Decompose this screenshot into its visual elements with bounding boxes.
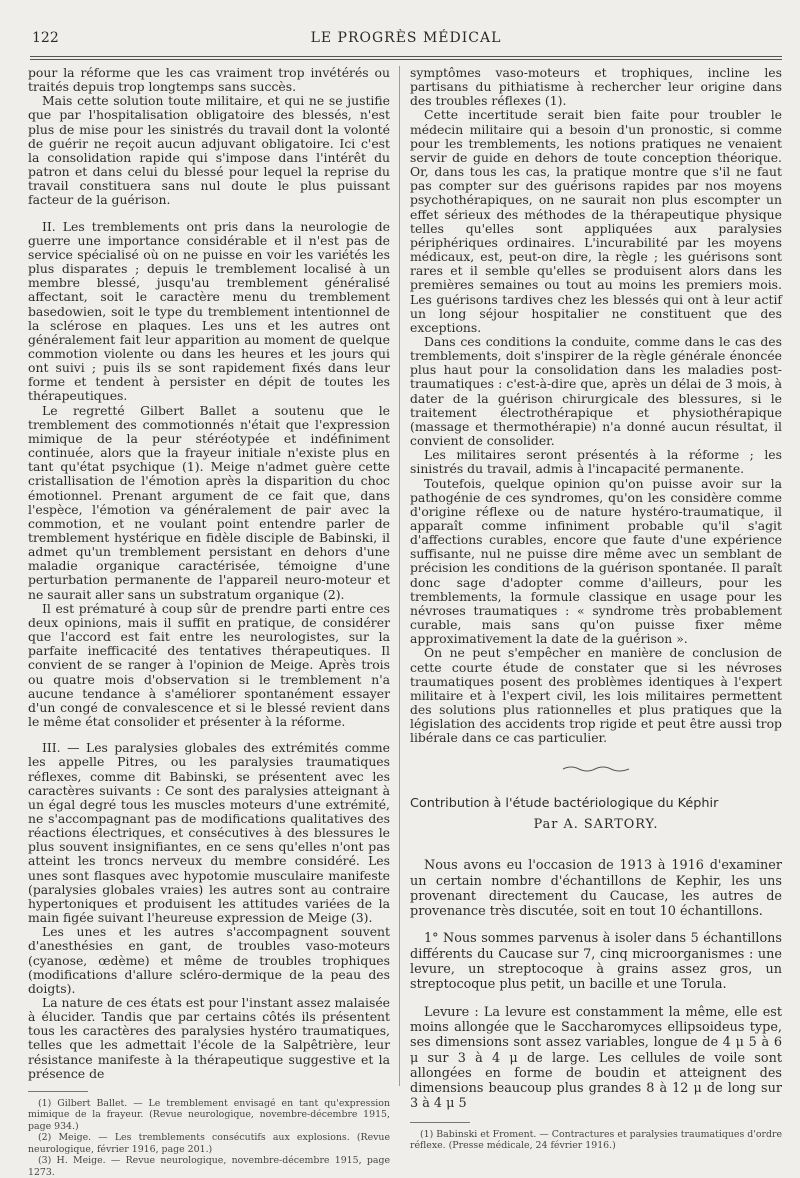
page-header <box>30 30 782 52</box>
left-column <box>28 66 390 1178</box>
paragraph: Le regretté Gilbert Ballet a soutenu que le tremblement des commotionnés n'était que l'expression mimique de la peur stéréotypée et indéfiniment continuée, alors que la frayeur initiale n'existe plus en tant qu'état psychique (1). Meige n'admet guère cette cristallisation de l'émotion après la disparition du choc émotionnel. Prenant argument de ce fait que, dans l'espèce, l'émotion va généralement de pair avec la commotion, et ne voulant point entendre parler de tremblement hystérique en fidèle disciple de Babinski, il admet qu'un tremblement persistant en dehors d'une maladie organique caractérisée, témoigne d'une perturbation permanente de l'appareil neuro-moteur et ne saurait aller sans un substratum organique (2). <box>28 402 390 602</box>
section-ii-paragraph: II. Les tremblements ont pris dans la neurologie de guerre une importance considérable et il n'est pas de service spécialisé où on ne puisse en voir les variétés les plus disparates ; depuis le tremblement localisé à un membre blessé, jusqu'au tremblement généralisé affectant, soit le caractère menu du tremblement basedowien, soit le type du tremblement intentionnel de la sclérose en plaques. Les uns et les autres ont généralement fait leur apparition au moment de quelque commotion violente ou dans les heures et les jours qui ont suivi ; puis ils se sont rapidement fixés dans leur forme et tendent à persister en dépit de toutes les thérapeutiques. <box>28 218 390 404</box>
paragraph: Les militaires seront présentés à la réforme ; les sinistrés du travail, admis à l'incapacité permanente. <box>410 447 782 477</box>
journal-title: LE PROGRÈS MÉDICAL <box>310 30 502 46</box>
fleuron-icon <box>561 765 631 773</box>
footnote: (2) Meige. — Les tremblements consécutifs aux explosions. (Revue neurologique, février 1916, page 201.) <box>28 1132 390 1155</box>
paragraph: pour la réforme que les cas vraiment trop invétérés ou traités depuis trop longtemps sans succès. <box>28 65 390 95</box>
paragraph: 1° Nous sommes parvenus à isoler dans 5 échantillons différents du Caucase sur 7, cinq microorganismes : une levure, un streptocoque à grains assez gros, un streptocoque plus petit, un bacille et une Torula. <box>410 931 782 993</box>
paragraph: Mais cette solution toute militaire, et qui ne se justifie que par l'hospitalisation obligatoire des blessés, n'est plus de mise pour les sinistrés du travail dont la volonté de guérir ne reçoit aucun adjuvant obligatoire. Ici c'est la consolidation rapide qui s'impose dans l'intérêt du patron et dans celui du blessé pour lequel la reprise du travail constituera sans nul doute le plus puissant facteur de la guérison. <box>28 93 390 208</box>
footnote-rule <box>410 1122 470 1123</box>
column-divider <box>399 66 400 1086</box>
footnote: (1) Babinski et Froment. — Contractures et paralysies traumatiques d'ordre réflexe. (Presse médicale, 24 février 1916.) <box>410 1128 782 1152</box>
paragraph: La nature de ces états est pour l'instant assez malaisée à élucider. Tandis que par certains côtés ils présentent tous les caractères des paralysies hystéro traumatiques, telles que les admettait l'école de la Salpêtrière, leur résistance manifeste à la thérapeutique suggestive et la présence de <box>28 995 390 1081</box>
paragraph: symptômes vaso-moteurs et trophiques, incline les partisans du pithiatisme à rechercher leur origine dans des troubles réflexes (1). <box>410 65 782 109</box>
right-column <box>410 66 782 1152</box>
header-rule <box>30 56 782 57</box>
paragraph: Toutefois, quelque opinion qu'on puisse avoir sur la pathogénie de ces syndromes, qu'on les considère comme d'origine réflexe ou de nature hystéro-traumatique, il apparaît comme infiniment probable qu'il s'agit d'affections curables, encore que faute d'une expérience suffisante, nul ne puisse dire même avec un semblant de précision les conditions de la guérison spontanée. Il paraît donc sage d'adopter comme d'ailleurs, pour les tremblements, la formule classique en usage pour les névroses traumatiques : « syndrome très probablement curable, mais sans qu'on puisse fixer même approximativement la date de la guérison ». <box>410 475 782 647</box>
kephir-article <box>410 796 782 1112</box>
article-title: Contribution à l'étude bactériologique du Képhir <box>410 795 719 811</box>
footnote: (3) H. Meige. — Revue neurologique, novembre-décembre 1915, page 1273. <box>28 1155 390 1178</box>
footnote: (1) Gilbert Ballet. — Le tremblement envisagé en tant qu'expression mimique de la frayeur. (Revue neurologique, novembre-décembre 1915, page 934.) <box>28 1097 390 1132</box>
paragraph: Nous avons eu l'occasion de 1913 à 1916 d'examiner un certain nombre d'échantillons de Kephir, les uns provenant directement du Caucase, les autres de provenance très discutée, soit en tout 10 échantillons. <box>410 858 782 920</box>
header-rule-double <box>30 59 782 60</box>
paragraph: Cette incertitude serait bien faite pour troubler le médecin militaire qui a besoin d'un pronostic, si comme pour les tremblements, les notions pratiques ne venaient servir de guide en dehors de toute conception théorique. Or, dans tous les cas, la pratique montre que s'il ne faut pas compter sur des guérisons rapides par nos moyens psychothérapiques, on ne saurait non plus escompter un effet sérieux des méthodes de la thérapeutique physique telles qu'elles sont appliquées aux paralysies périphériques ordinaires. L'incurabilité par les moyens médicaux, est, peut-on dire, la règle ; les guérisons sont rares et il semble qu'elles se produisent alors dans les premières semaines ou tout au moins les premiers mois. Les guérisons tardives chez les blessés qui ont à leur actif un long séjour hospitalier ne constituent que des exceptions. <box>410 107 782 335</box>
paragraph: Levure : La levure est constamment la même, elle est moins allongée que le Saccharomyces ellipsoideus type, ses dimensions sont assez variables, longue de 4 μ 5 à 6 μ sur 3 à 4 μ de large. Les cellules de voile sont allongées en forme de boudin et atteignent des dimensions beaucoup plus grandes 8 à 12 μ de long sur 3 à 4 μ 5 <box>410 1004 782 1112</box>
article-byline: Par A. SARTORY. <box>533 816 659 832</box>
page-number: 122 <box>32 30 59 46</box>
paragraph: On ne peut s'empêcher en manière de conclusion de cette courte étude de constater que si les névroses traumatiques posent des problèmes identiques à l'expert militaire et à l'expert civil, les lois militaires permettent des solutions plus rationnelles et plus pratiques que la législation des accidents trop rigide et peut être aussi trop libérale dans ce cas particulier. <box>410 645 782 746</box>
section-iii-paragraph: III. — Les paralysies globales des extrémités comme les appelle Pitres, ou les paralysies traumatiques réflexes, comme dit Babinski, se présentent avec les caractères suivants : Ce sont des paralysies atteignant à un égal degré tous les muscles moteurs d'une extrémité, ne s'accompagnant pas de modifications qualitatives des réactions électriques, et consécutives à des blessures le plus souvent insignifiantes, en ce sens qu'elles n'ont pas atteint les troncs nerveux du membre considéré. Les unes sont flasques avec hypotomie musculaire manifeste (paralysies globales vraies) les autres sont au contraire hypertoniques et produisent les attitudes variées de la main figée suivant l'heureuse expression de Meige (3). <box>28 740 390 926</box>
paragraph: Dans ces conditions la conduite, comme dans le cas des tremblements, doit s'inspirer de la règle générale énoncée plus haut pour la consolidation dans les maladies post-traumatiques : c'est-à-dire que, après un délai de 3 mois, à dater de la guérison chirurgicale des blessures, si le traitement électrothérapique et physiothérapique (massage et thermothérapie) n'a donné aucun résultat, il convient de consolider. <box>410 333 782 449</box>
footnote-rule <box>28 1091 88 1092</box>
fleuron-ornament <box>410 762 782 776</box>
paragraph: Il est prématuré à coup sûr de prendre parti entre ces deux opinions, mais il suffit en pratique, de considérer que l'accord est fait entre les neurologistes, sur la parfaite inefficacité des tentatives thérapeutiques. Il convient de se ranger à l'opinion de Meige. Après trois ou quatre mois d'observation si le tremblement n'a aucune tendance à s'améliorer spontanément essayer d'un congé de convalescence et si le blessé revient dans le même état consolider et présenter à la réforme. <box>28 600 390 730</box>
paragraph: Les unes et les autres s'accompagnent souvent d'anesthésies en gant, de troubles vaso-moteurs (cyanose, œdème) et même de troubles trophiques (modifications d'allure scléro-dermique de la peau des doigts). <box>28 924 390 996</box>
